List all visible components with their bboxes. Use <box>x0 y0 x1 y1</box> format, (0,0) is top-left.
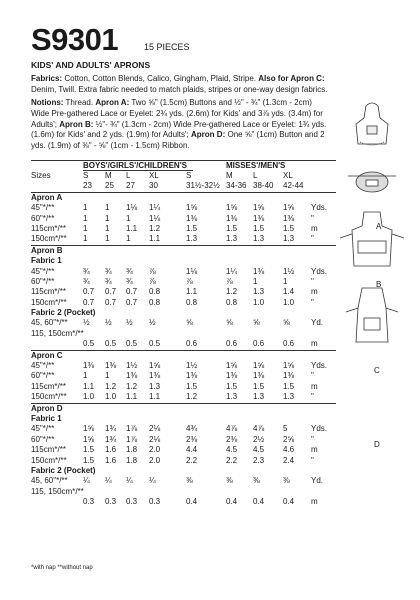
yardage-cell: 0.7 <box>126 297 138 307</box>
yardage-cell: 2½ <box>253 434 265 444</box>
unit-cell: " <box>311 392 314 402</box>
unit-cell: Yds. <box>311 361 328 371</box>
yardage-cell: 0.5 <box>126 339 138 349</box>
yardage-cell: 1⅝ <box>226 361 238 371</box>
yardage-cell: 1 <box>83 203 88 213</box>
unit-cell: " <box>311 234 314 244</box>
yardage-cell: 0.5 <box>149 339 161 349</box>
yardage-cell: 2.4 <box>283 455 295 465</box>
yardage-cell: 1.5 <box>226 223 238 233</box>
row-label: 45, 60"*/** <box>31 318 68 328</box>
yardage-cell: 1 <box>126 234 131 244</box>
unit-cell: " <box>311 276 314 286</box>
yardage-cell: 1.2 <box>126 381 138 391</box>
section-header <box>31 256 336 266</box>
width-row <box>31 329 336 339</box>
yardage-cell: 1½ <box>126 361 138 371</box>
yardage-cell: 1.6 <box>105 445 117 455</box>
row-label: 115cm*/** <box>31 381 66 391</box>
apron-d-sketch <box>346 288 398 342</box>
yardage-cell: 1.8 <box>126 445 138 455</box>
yardage-cell: 0.3 <box>83 497 95 507</box>
yardage-cell: 1.0 <box>253 297 265 307</box>
section-header <box>31 245 336 256</box>
yardage-cell: 4.5 <box>226 445 238 455</box>
yardage-cell: 1.4 <box>283 287 295 297</box>
yardage-cell: 2⅜ <box>186 434 198 444</box>
yardage-row <box>31 267 336 277</box>
row-label: 115, 150cm*/** <box>31 328 84 338</box>
section-header <box>31 308 336 318</box>
section-header <box>31 466 336 476</box>
row-label: 150cm*/** <box>31 297 67 307</box>
yardage-cell: ⅞ <box>226 276 233 286</box>
yardage-cell: 1.0 <box>83 392 95 402</box>
size-number: 27 <box>126 181 135 191</box>
yardage-cell: 1¼ <box>226 266 238 276</box>
yardage-row <box>31 445 336 455</box>
row-label: 115cm*/** <box>31 445 66 455</box>
size-numbers-row <box>31 181 336 191</box>
yardage-cell: ¾ <box>105 266 112 276</box>
yardage-cell: 1⅛ <box>126 203 138 213</box>
yardage-row <box>31 277 336 287</box>
row-label: 150cm*/** <box>31 234 67 244</box>
yardage-cell: 1.0 <box>283 297 295 307</box>
row-label: 45"*/** <box>31 361 55 371</box>
size-letters-row <box>31 171 336 181</box>
yardage-cell: ⅜ <box>186 476 193 486</box>
yardage-cell: 4⅞ <box>253 424 265 434</box>
yardage-cell: 1.5 <box>186 381 198 391</box>
yardage-cell: 1.5 <box>186 223 198 233</box>
section-header <box>31 414 336 424</box>
yardage-cell: 1.3 <box>283 234 295 244</box>
section-header <box>31 403 336 414</box>
yardage-cell: 1⅝ <box>149 361 161 371</box>
row-label: 60"*/** <box>31 213 55 223</box>
yardage-cell: 1.3 <box>253 234 265 244</box>
yardage-cell: 1.6 <box>105 455 117 465</box>
yardage-cell: ¼ <box>126 476 133 486</box>
yardage-row <box>31 361 336 371</box>
yardage-cell: 0.5 <box>105 339 117 349</box>
yardage-cell: 1.2 <box>105 381 117 391</box>
size-letter: L <box>126 171 131 180</box>
yardage-cell: 1⅞ <box>126 424 138 434</box>
yardage-row <box>31 392 336 402</box>
notions-thread: Thread. <box>65 98 94 107</box>
yardage-row <box>31 435 336 445</box>
yardage-cell: 1.3 <box>186 234 198 244</box>
size-number: 23 <box>83 181 92 191</box>
size-number: 31½-32½ <box>186 181 220 191</box>
row-label: 45"*/** <box>31 203 55 213</box>
yardage-cell: 1½ <box>186 361 198 371</box>
yardage-cell: 1.3 <box>253 287 265 297</box>
yardage-cell: 0.8 <box>226 297 238 307</box>
notions-apron-a-text: Two ⅝" (1.5cm) Buttons and ½" - ¾" (1.3cm - 2cm) Wide Pre-gathered Lace or Eyelet: 2¾ yds. (2.6m) for Kids' and 3⅞ yds. (3.4m) for Adults'; <box>31 98 323 129</box>
yardage-cell: 1⅝ <box>283 203 295 213</box>
yardage-cell: 1.5 <box>253 223 265 233</box>
yardage-cell: 0.7 <box>105 297 117 307</box>
yardage-cell: 0.7 <box>105 287 117 297</box>
yardage-cell: ⅜ <box>283 476 290 486</box>
yardage-cell: 1 <box>283 276 288 286</box>
yardage-cell: 0.3 <box>105 497 117 507</box>
yardage-cell: 0.7 <box>126 287 138 297</box>
size-number: 25 <box>105 181 114 191</box>
apron-c-sketch <box>340 212 404 266</box>
yardage-cell: 0.4 <box>226 497 238 507</box>
yardage-cell: 1⅞ <box>126 434 138 444</box>
yardage-row <box>31 339 336 349</box>
unit-cell: " <box>311 371 314 381</box>
yardage-cell: 1⅝ <box>283 361 295 371</box>
yardage-row <box>31 224 336 234</box>
row-label: 60"*/** <box>31 434 55 444</box>
group-kids-header: BOYS'/GIRLS'/CHILDREN'S <box>83 161 187 170</box>
size-letter: M <box>226 171 233 180</box>
yardage-cell: 1⅜ <box>186 213 198 223</box>
yardage-cell: ½ <box>83 318 90 328</box>
notions-label: Notions: <box>31 98 64 107</box>
pieces-count: 15 PIECES <box>144 42 190 52</box>
yardage-cell: 1⅝ <box>83 424 95 434</box>
yardage-cell: 2⅛ <box>149 424 161 434</box>
yardage-cell: 0.4 <box>253 497 265 507</box>
size-number: 42-44 <box>283 181 304 191</box>
yardage-row <box>31 424 336 434</box>
yardage-cell: 1.3 <box>226 392 238 402</box>
section-header <box>31 350 336 361</box>
yardage-cell: ¾ <box>126 266 133 276</box>
yardage-cell: 1.1 <box>149 234 161 244</box>
unit-cell: m <box>311 339 318 349</box>
yardage-cell: 1 <box>83 213 88 223</box>
pattern-number: S9301 <box>31 22 119 57</box>
yardage-cell: 1¼ <box>149 203 161 213</box>
yardage-cell: 1.8 <box>126 455 138 465</box>
yardage-cell: 0.6 <box>226 339 238 349</box>
apron-a-sketch <box>356 103 388 145</box>
yardage-cell: 1.2 <box>149 223 161 233</box>
yardage-cell: ⅞ <box>149 266 156 276</box>
yardage-cell: 4.5 <box>253 445 265 455</box>
yardage-cell: 1.1 <box>149 392 161 402</box>
yardage-cell: 0.6 <box>186 339 198 349</box>
footnote: *with nap **without nap <box>31 565 93 571</box>
yardage-cell: 0.8 <box>186 297 198 307</box>
yardage-cell: 2.2 <box>226 455 238 465</box>
row-label: 45"*/** <box>31 266 55 276</box>
yardage-cell: 4.4 <box>186 445 198 455</box>
yardage-cell: 1 <box>105 203 110 213</box>
yardage-row <box>31 456 336 466</box>
yardage-cell: 1 <box>83 223 88 233</box>
yardage-cell: 0.3 <box>126 497 138 507</box>
yardage-cell: 1⅛ <box>186 266 198 276</box>
yardage-row <box>31 287 336 297</box>
notions-apron-b-text: ½"- ¾" (1.3cm - 2cm) Wide Pre-gathered Lace or Eyelet: 1¾ yds. (1.6m) for Kids' and 2 yds. (1.9m) for Adults'; <box>31 119 327 140</box>
yardage-cell: 1⅜ <box>226 371 238 381</box>
size-number: 38-40 <box>253 181 274 191</box>
yardage-cell: 5 <box>283 424 288 434</box>
yardage-cell: 0.7 <box>83 297 95 307</box>
fabrics-paragraph <box>31 74 331 96</box>
group-adults-header: MISSES'/MEN'S <box>226 161 286 170</box>
yardage-cell: ¼ <box>149 476 156 486</box>
yardage-cell: 0.8 <box>149 297 161 307</box>
yardage-cell: 0.6 <box>253 339 265 349</box>
row-label: 150cm*/** <box>31 392 67 402</box>
row-label: 115cm*/** <box>31 287 66 297</box>
sizes-label: Sizes <box>31 171 51 180</box>
yardage-cell: ⅜ <box>226 476 233 486</box>
yardage-row <box>31 318 336 328</box>
yardage-row <box>31 382 336 392</box>
yardage-cell: 1⅜ <box>283 371 295 381</box>
yardage-cell: ¾ <box>105 276 112 286</box>
yardage-cell: 1⅜ <box>226 213 238 223</box>
fabrics-label: Fabrics: <box>31 74 63 83</box>
unit-cell: " <box>311 455 314 465</box>
yardage-cell: 1 <box>105 234 110 244</box>
size-letter: XL <box>149 171 159 180</box>
yardage-cell: ½ <box>105 318 112 328</box>
yardage-cell: 0.6 <box>283 339 295 349</box>
yardage-cell: 1 <box>253 276 258 286</box>
yardage-cell: 1.5 <box>83 455 95 465</box>
yardage-cell: 1.3 <box>253 392 265 402</box>
yardage-cell: 2⅜ <box>226 434 238 444</box>
row-label: 45"*/** <box>31 424 55 434</box>
yardage-cell: 1⅜ <box>283 213 295 223</box>
yardage-rows <box>31 192 336 508</box>
apron-sketches <box>336 96 408 356</box>
yardage-cell: 1 <box>105 371 110 381</box>
yardage-cell: 1.2 <box>186 392 198 402</box>
yardage-cell: 1⅜ <box>149 371 161 381</box>
unit-cell: Yds. <box>311 203 328 213</box>
yardage-cell: 4.6 <box>283 445 295 455</box>
size-letter: S <box>186 171 192 180</box>
section-label: Apron B <box>31 245 63 255</box>
yardage-cell: 0.7 <box>83 287 95 297</box>
section-label: Apron D <box>31 403 63 413</box>
yardage-cell: 1⅜ <box>253 266 265 276</box>
yardage-row <box>31 214 336 224</box>
pattern-subtitle: KIDS' AND ADULTS' APRONS <box>31 60 151 70</box>
yardage-row <box>31 497 336 507</box>
yardage-cell: 1 <box>105 223 110 233</box>
yardage-cell: 2.3 <box>253 455 265 465</box>
yardage-cell: 4¾ <box>186 424 198 434</box>
unit-cell: m <box>311 223 318 233</box>
yardage-cell: 1.1 <box>126 392 138 402</box>
yardage-cell: 1.1 <box>126 223 138 233</box>
yardage-cell: 1⅝ <box>186 203 198 213</box>
notions-paragraph <box>31 98 331 152</box>
yardage-cell: 0.8 <box>149 287 161 297</box>
yardage-cell: 1⅜ <box>105 361 117 371</box>
yardage-cell: 2⅝ <box>283 434 295 444</box>
unit-cell: Yds. <box>311 266 328 276</box>
fabrics-also-label: Also for Apron C: <box>258 74 325 83</box>
yardage-cell: 1⅝ <box>253 361 265 371</box>
unit-cell: Yds. <box>311 424 328 434</box>
yardage-cell: ¼ <box>105 476 112 486</box>
yardage-cell: 1⅜ <box>253 213 265 223</box>
yardage-cell: 2.0 <box>149 455 161 465</box>
width-row <box>31 487 336 497</box>
yardage-cell: 1.5 <box>283 223 295 233</box>
yardage-row <box>31 476 336 486</box>
yardage-row <box>31 298 336 308</box>
yardage-cell: 1.5 <box>283 381 295 391</box>
view-label-b: B <box>376 280 382 289</box>
row-label: 115cm*/** <box>31 223 66 233</box>
yardage-cell: ¾ <box>83 276 90 286</box>
section-label: Fabric 1 <box>31 256 62 266</box>
unit-cell: " <box>311 434 314 444</box>
yardage-cell: 1 <box>126 213 131 223</box>
yardage-cell: ⅞ <box>149 276 156 286</box>
yardage-cell: 1⅜ <box>186 371 198 381</box>
yardage-cell: ⅝ <box>226 318 233 328</box>
yardage-cell: ⅝ <box>186 318 193 328</box>
size-letter: XL <box>283 171 293 180</box>
yardage-cell: 1¾ <box>105 424 117 434</box>
yardage-row <box>31 234 336 244</box>
yardage-row <box>31 203 336 213</box>
row-label: 45, 60"*/** <box>31 476 68 486</box>
yardage-cell: 0.5 <box>83 339 95 349</box>
yardage-cell: 1⅝ <box>226 203 238 213</box>
yardage-cell: 1⅜ <box>253 371 265 381</box>
size-number: 34-36 <box>226 181 247 191</box>
yardage-cell: 1 <box>105 213 110 223</box>
view-label-a: A <box>376 222 382 231</box>
yardage-cell: 1¾ <box>105 434 117 444</box>
unit-cell: Yd. <box>311 476 324 486</box>
size-letter: L <box>253 171 258 180</box>
yardage-cell: 1.5 <box>253 381 265 391</box>
yardage-cell: ¾ <box>83 266 90 276</box>
yardage-cell: 1⅝ <box>253 203 265 213</box>
yardage-cell: 2.0 <box>149 445 161 455</box>
yardage-cell: ⅝ <box>253 318 260 328</box>
yardage-cell: 1.0 <box>105 392 117 402</box>
yardage-cell: ½ <box>126 318 133 328</box>
yardage-cell: ⅞ <box>186 276 193 286</box>
yardage-cell: 1⅜ <box>83 361 95 371</box>
yardage-cell: 2.2 <box>186 455 198 465</box>
row-label: 60"*/** <box>31 276 55 286</box>
yardage-cell: 1½ <box>283 266 295 276</box>
unit-cell: m <box>311 287 318 297</box>
yardage-cell: 0.4 <box>186 497 198 507</box>
yardage-cell: ½ <box>149 318 156 328</box>
row-label: 60"*/** <box>31 371 55 381</box>
yardage-cell: 4⅞ <box>226 424 238 434</box>
notions-apron-b-label: Apron B: <box>59 119 94 129</box>
unit-cell: m <box>311 445 318 455</box>
yardage-cell: 1.3 <box>283 392 295 402</box>
section-label: Fabric 2 (Pocket) <box>31 465 96 475</box>
section-header <box>31 192 336 203</box>
view-label-d: D <box>374 440 380 449</box>
yardage-row <box>31 371 336 381</box>
section-label: Apron A <box>31 192 63 202</box>
yardage-cell: 1⅝ <box>83 434 95 444</box>
yardage-cell: 1⅛ <box>149 213 161 223</box>
fabrics-text: Cotton, Cotton Blends, Calico, Gingham, Plaid, Stripe. <box>64 74 257 83</box>
yardage-cell: 1.5 <box>83 445 95 455</box>
unit-cell: " <box>311 297 314 307</box>
apron-b-sketch <box>348 172 396 192</box>
yardage-cell: 0.4 <box>283 497 295 507</box>
yardage-cell: 1.1 <box>186 287 198 297</box>
yardage-table <box>31 160 336 508</box>
yardage-cell: 1 <box>83 371 88 381</box>
unit-cell: Yd. <box>311 318 324 328</box>
section-label: Fabric 1 <box>31 413 62 423</box>
size-number: 30 <box>149 181 158 191</box>
yardage-cell: ⅝ <box>283 318 290 328</box>
yardage-cell: 1.2 <box>226 287 238 297</box>
fabrics-also-text: Denim, Twill. Extra fabric needed to match plaids, stripes or one-way design fabrics. <box>31 84 328 94</box>
yardage-cell: 1.3 <box>149 381 161 391</box>
yardage-cell: 0.3 <box>149 497 161 507</box>
notions-apron-a-label: Apron A: <box>95 98 130 107</box>
yardage-cell: ⅜ <box>253 476 260 486</box>
unit-cell: m <box>311 497 318 507</box>
size-letter: M <box>105 171 112 180</box>
view-label-c: C <box>374 366 380 375</box>
yardage-cell: 1.5 <box>226 381 238 391</box>
unit-cell: m <box>311 381 318 391</box>
notions-apron-d-label: Apron D: <box>191 130 226 140</box>
size-letter: S <box>83 171 89 180</box>
yardage-cell: ¾ <box>126 276 133 286</box>
yardage-cell: 1.1 <box>83 381 95 391</box>
row-label: 150cm*/** <box>31 455 67 465</box>
yardage-cell: 2⅛ <box>149 434 161 444</box>
yardage-cell: 1 <box>83 234 88 244</box>
notions-apron-d-text: One ⅝" (1cm) Button and 2 yds. (1.9m) of ⅜" - ⅝" (1cm - 1.5cm) Ribbon. <box>31 130 325 151</box>
row-label: 115, 150cm*/** <box>31 486 84 496</box>
section-label: Fabric 2 (Pocket) <box>31 308 96 318</box>
yardage-cell: 1⅜ <box>126 371 138 381</box>
view-drawings <box>336 96 408 449</box>
yardage-cell: 1.3 <box>226 234 238 244</box>
yardage-cell: ¼ <box>83 476 90 486</box>
unit-cell: " <box>311 213 314 223</box>
section-label: Apron C <box>31 350 63 360</box>
